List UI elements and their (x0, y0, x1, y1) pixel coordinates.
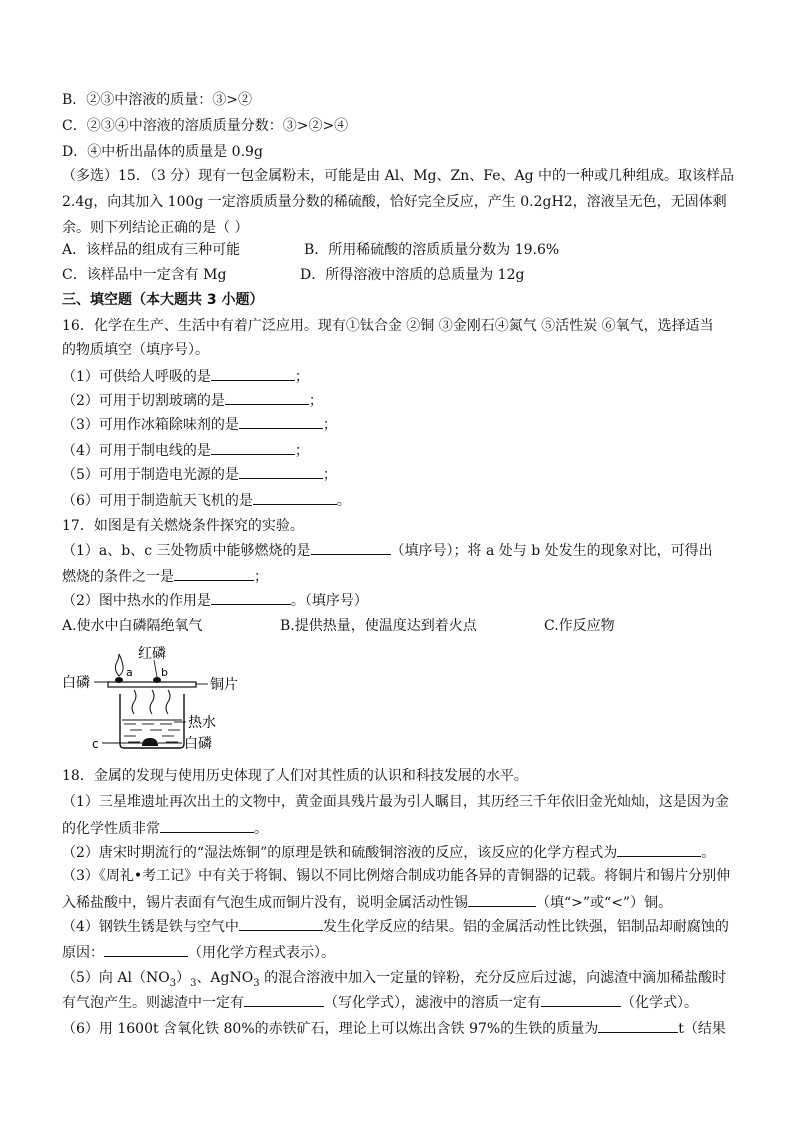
q18-stem: 18．金属的发现与使用历史体现了人们对其性质的认识和科技发展的水平。 (62, 768, 528, 784)
q18-part5-text-c: 、AgNO (196, 970, 254, 986)
label-copper: 铜片 (210, 677, 238, 693)
q18-part2-text: （2）唐宋时期流行的“湿法炼铜”的原理是铁和硫酸铜溶液的反应，该反应的化学方程式为 (62, 845, 618, 861)
label-c: c (92, 737, 99, 751)
q15-options-row2 (62, 265, 524, 285)
q18-answer-1[interactable] (160, 818, 254, 833)
q18-part5-text-a: （5）向 Al（NO (62, 970, 170, 986)
q15-options-row1 (62, 240, 559, 260)
q16-sub2-text: （2）可用于切割玻璃的是 (62, 393, 225, 409)
q14-option-d: D．④中析出晶体的质量是 0.9g (62, 144, 263, 160)
q16-stem-line2: 的物质填空（填序号）。 (62, 342, 209, 358)
q18-part4-text-d: （用化学方程式表示）。 (188, 945, 335, 961)
q17-part2-text-b: 。（填序号） (290, 593, 368, 609)
q17-part1-line1 (62, 540, 713, 561)
q17-answer-1[interactable] (311, 540, 391, 555)
q16-answer-1[interactable] (211, 366, 295, 381)
q16-sub3-end: ； (322, 417, 337, 433)
q18-part6-text-b: t（结果 (678, 1021, 726, 1037)
white-phosphorus-a (115, 677, 123, 683)
q18-answer-4[interactable] (239, 916, 323, 931)
q16-sub2 (62, 390, 323, 411)
combustion-experiment-figure (62, 642, 262, 754)
q18-part5-text-b: ） (176, 970, 191, 986)
q17-stem: 17．如图是有关燃烧条件探究的实验。 (62, 518, 304, 534)
label-white-phosphorus-top: 白磷 (62, 675, 90, 691)
q17-part1-text-b: （填序号）；将 a 处与 b 处发生的现象对比，可得出 (390, 543, 713, 559)
q15-option-b[interactable]: B．所用稀硫酸的溶质质量分数为 19.6% (304, 242, 560, 258)
q18-answer-5[interactable] (104, 942, 188, 957)
q16-sub1-end: ； (294, 369, 309, 385)
q16-answer-5[interactable] (239, 464, 323, 479)
q18-part5-text-g: （化学式）。 (621, 995, 698, 1011)
label-b: b (161, 666, 168, 679)
q17-part2-text-a: （2）图中热水的作用是 (62, 593, 211, 609)
copper-sheet (108, 682, 196, 687)
q16-sub3-text: （3）可用作冰箱除味剂的是 (62, 417, 239, 433)
label-hot-water: 热水 (188, 715, 216, 731)
q16-sub6 (62, 490, 351, 511)
q17-option-c[interactable]: C.作反应物 (544, 618, 615, 634)
q16-sub5-text: （5）可用于制造电光源的是 (62, 467, 239, 483)
section-title: 三、填空题（本大题共 3 小题） (62, 292, 264, 308)
q17-answer-2[interactable] (174, 566, 254, 581)
q16-sub5 (62, 464, 337, 485)
q18-part3-text-a: 入稀盐酸中，锡片表面有气泡生成而铜片没有，说明金属活动性锡 (62, 895, 468, 911)
q18-answer-8[interactable] (598, 1018, 678, 1033)
label-white-phosphorus-bottom: 白磷 (184, 736, 212, 752)
q18-subscript-3: 3 (253, 977, 260, 989)
q18-part5-text-e: 有气泡产生。则滤渣中一定有 (62, 995, 244, 1011)
q16-sub1 (62, 366, 309, 387)
q16-sub6-text: （6）可用于制造航天飞机的是 (62, 493, 253, 509)
q18-part3-line1: （3）《周礼•考工记》中有关于将铜、锡以不同比例熔合制成功能各异的青铜器的记载。将铜片和锡片分别伸 (62, 868, 731, 884)
q18-part2-end: 。 (701, 845, 716, 861)
q17-part1-text-c: 燃烧的条件之一是 (62, 569, 174, 585)
q18-part6 (62, 1018, 726, 1039)
q17-answer-3[interactable] (211, 590, 291, 605)
q18-part5-line2 (62, 992, 698, 1013)
q16-sub4-text: （4）可用于制电线的是 (62, 443, 211, 459)
q18-part4-text-b: 发生化学反应的结果。铝的金属活动性比铁强，铝制品却耐腐蚀的 (322, 919, 729, 935)
q18-part3-text-b: （填“>”或“<”）铜。 (536, 895, 673, 911)
q17-options (62, 616, 615, 636)
q16-sub6-end: 。 (336, 493, 351, 509)
red-phosphorus-b (153, 677, 161, 683)
q15-option-c[interactable]: C．该样品中一定含有 Mg (62, 267, 227, 283)
q14-option-c: C．②③④中溶液的溶质质量分数：③>②>④ (62, 118, 349, 134)
q15-stem-line3: 余。则下列结论正确的是（ ） (62, 220, 249, 236)
q18-subscript-1: 3 (169, 977, 177, 989)
q18-part4-line1 (62, 916, 729, 937)
q18-part6-text-a: （6）用 1600t 含氧化铁 80%的赤铁矿石，理论上可以炼出含铁 97%的生铁的质量为 (62, 1021, 599, 1037)
q18-part5-text-f: （写化学式），滤液中的溶质一定有 (324, 995, 541, 1011)
q15-stem-line2: 2.4g，向其加入 100g 一定溶质质量分数的稀硫酸，恰好完全反应，产生 0.2gH2，溶液呈无色，无固体剩 (62, 194, 727, 210)
q18-part4-line2 (62, 942, 335, 963)
q18-part1-line1: （1）三星堆遗址再次出土的文物中，黄金面具残片最为引人瞩目，其历经三千年依旧金光灿灿，这是因为金 (62, 794, 729, 810)
q18-subscript-2: 3 (190, 977, 197, 989)
q17-part2 (62, 590, 368, 611)
flame-icon (115, 654, 123, 676)
q18-part3-line2 (62, 892, 672, 913)
q18-answer-2[interactable] (617, 842, 701, 857)
label-red-phosphorus: 红磷 (138, 646, 166, 662)
white-phosphorus-c (142, 738, 158, 746)
q16-sub4 (62, 440, 309, 461)
q18-answer-7[interactable] (541, 992, 621, 1007)
q17-part1-text-a: （1）a、b、c 三处物质中能够燃烧的是 (62, 543, 311, 559)
steam-icon (132, 690, 170, 714)
q18-part5-line1 (62, 968, 726, 994)
q18-part5-text-d: 的混合溶液中加入一定量的锌粉，充分反应后过滤，向滤渣中滴加稀盐酸时 (259, 970, 727, 986)
q17-option-b[interactable]: B.提供热量，使温度达到着火点 (280, 618, 477, 634)
q18-answer-3[interactable] (468, 892, 536, 907)
q14-option-b: B．②③中溶液的质量：③>② (62, 92, 253, 108)
q16-answer-6[interactable] (253, 490, 337, 505)
q16-sub1-text: （1）可供给人呼吸的是 (62, 369, 211, 385)
q17-option-a[interactable]: A.使水中白磷隔绝氧气 (62, 618, 203, 634)
q18-part1-text: 的化学性质非常 (62, 821, 160, 837)
q16-answer-2[interactable] (225, 390, 309, 405)
q15-option-a[interactable]: A．该样品的组成有三种可能 (62, 242, 241, 258)
q17-part1-line2 (62, 566, 268, 587)
q18-part1-line2 (62, 818, 268, 839)
q15-stem-line1: （多选）15．（3 分）现有一包金属粉末，可能是由 Al、Mg、Zn、Fe、Ag 中的一种或几种组成。取该样品 (62, 168, 735, 184)
q17-part1-end: ； (254, 569, 268, 585)
q16-answer-3[interactable] (239, 414, 323, 429)
q16-sub3 (62, 414, 337, 435)
q15-option-d[interactable]: D．所得溶液中溶质的总质量为 12g (300, 267, 525, 283)
q18-answer-6[interactable] (244, 992, 324, 1007)
q18-part4-text-a: （4）钢铁生锈是铁与空气中 (62, 919, 239, 935)
q16-sub4-end: ； (294, 443, 309, 459)
label-a: a (126, 666, 133, 679)
q16-sub5-end: ； (322, 467, 337, 483)
q16-answer-4[interactable] (211, 440, 295, 455)
q16-sub2-end: ； (308, 393, 323, 409)
q18-part2 (62, 842, 715, 863)
red-phosphorus-pointer (154, 660, 157, 677)
q18-part1-end: 。 (254, 821, 268, 837)
q16-stem-line1: 16．化学在生产、生活中有着广泛应用。现有①钛合金 ②铜 ③金刚石④氮气 ⑤活性炭 ⑥氧气，选择适当 (62, 318, 714, 334)
q18-part4-text-c: 原因： (62, 945, 104, 961)
